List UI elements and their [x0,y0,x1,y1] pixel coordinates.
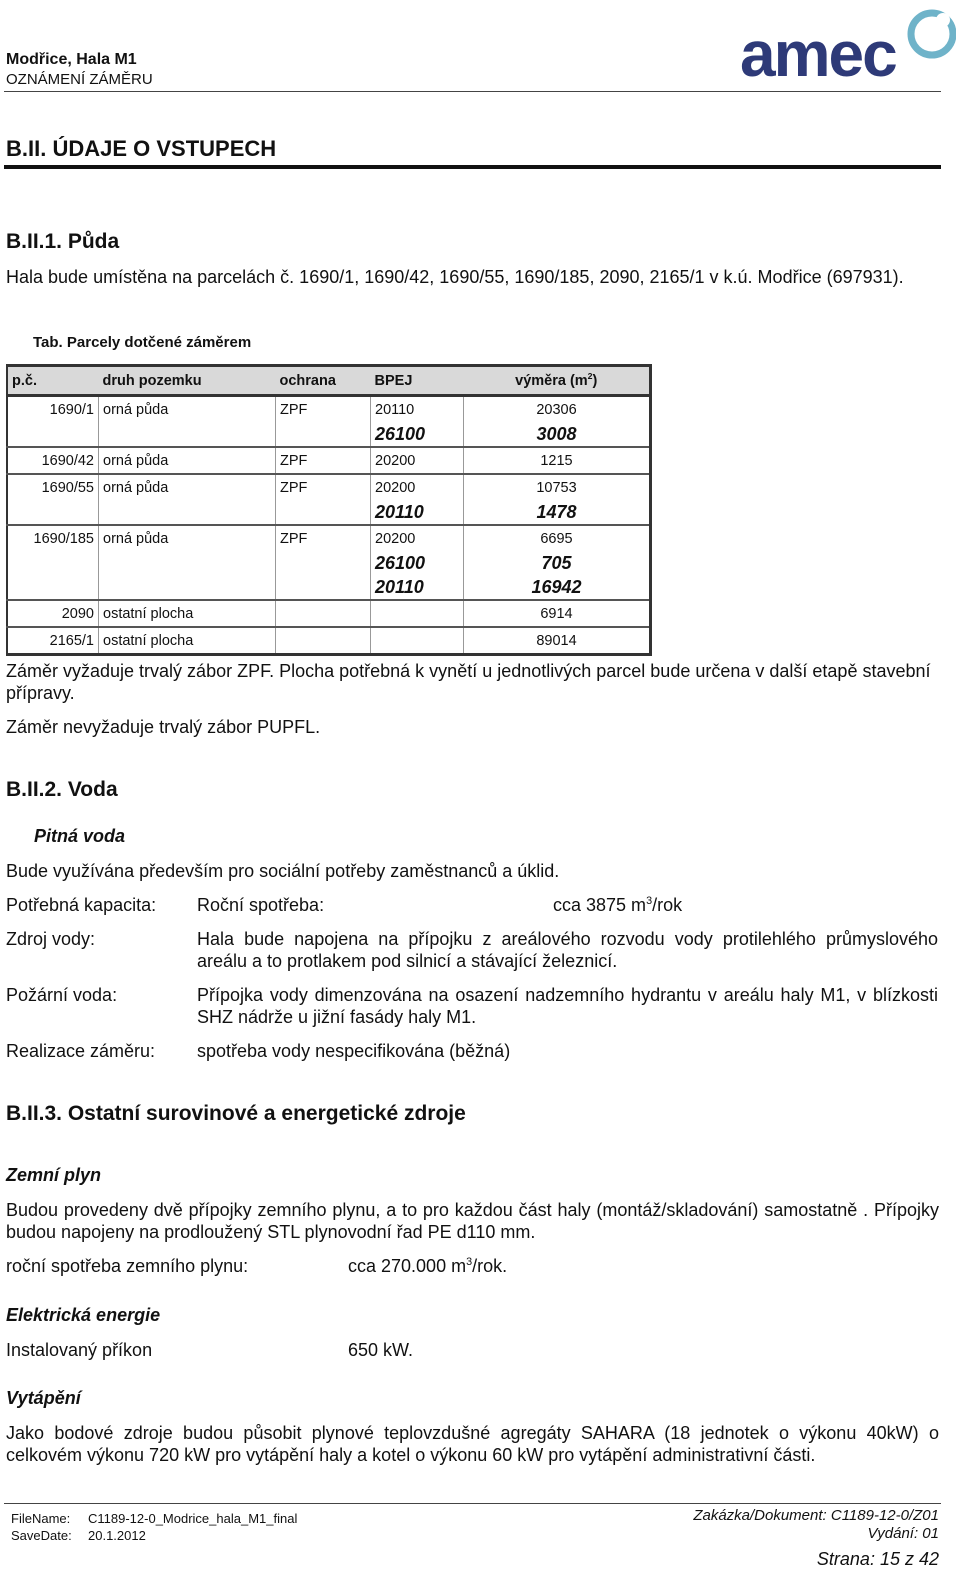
cell-bpej: 20110 [371,396,464,423]
soil-note-pupfl: Záměr nevyžaduje trvalý zábor PUPFL. [6,717,321,737]
cell-pc [7,575,99,600]
section-title: B.II. ÚDAJE O VSTUPECH [6,136,277,161]
energy-heading: B.II.3. Ostatní surovinové a energetické zdroje [6,1102,466,1125]
cell-pc: 2165/1 [7,627,99,655]
table-row [7,600,651,627]
cell-bpej: 20110 [371,575,464,600]
water-heading: B.II.2. Voda [6,778,118,801]
filename-label: FileName: [11,1511,71,1526]
cell-ochrana: ZPF [276,525,371,551]
table-row [7,627,651,655]
table-row [7,422,651,447]
table-row [7,525,651,551]
cell-bpej: 26100 [371,422,464,447]
cell-vymera: 6914 [464,600,651,627]
cell-ochrana [276,422,371,447]
cell-vymera: 1215 [464,447,651,474]
cell-pc: 1690/42 [7,447,99,474]
cell-druh: orná půda [99,396,276,423]
drinking-water-subheading: Pitná voda [34,826,126,846]
heating-subheading: Vytápění [6,1388,81,1408]
cell-bpej [371,627,464,655]
table-row [7,551,651,575]
fire-water-label: Požární voda: [6,985,118,1005]
cell-pc: 1690/185 [7,525,99,551]
cell-pc [7,551,99,575]
table-row [7,447,651,474]
cell-bpej [371,600,464,627]
logo-text: amec [740,18,896,84]
soil-intro: Hala bude umístěna na parcelách č. 1690/1, 1690/42, 1690/55, 1690/185, 2090, 2165/1 v k.ú. Modřice (697931). [6,267,904,287]
order-number: Zakázka/Dokument: C1189-12-0/Z01 [693,1507,939,1524]
gas-consumption-value: cca 270.000 $m^3$/rok. [348,1256,508,1276]
cell-vymera: 89014 [464,627,651,655]
footer-document-info [693,1507,939,1543]
cell-ochrana [276,627,371,655]
savedate-value: 20.1.2012 [88,1528,146,1543]
cell-ochrana: ZPF [276,447,371,474]
fire-water-text: Přípojka vody dimenzována na osazení nadzemního hydrantu v areálu haly M1, v blízkosti SHZ nádrže u jižní fasády haly M1. [197,985,938,1027]
cell-ochrana [276,575,371,600]
cell-druh [99,575,276,600]
col-header-ochrana: ochrana [276,366,371,396]
table-row [7,575,651,600]
cell-vymera: 16942 [464,575,651,600]
table-row [7,474,651,500]
footer-divider [4,1503,941,1504]
gas-subheading: Zemní plyn [6,1165,102,1185]
cell-bpej: 20110 [371,500,464,525]
cell-pc [7,500,99,525]
cell-druh: orná půda [99,525,276,551]
col-header-druh: druh pozemku [99,366,276,396]
cell-bpej: 20200 [371,474,464,500]
cell-vymera: 6695 [464,525,651,551]
cell-vymera: 3008 [464,422,651,447]
electric-subheading: Elektrická energie [6,1305,161,1325]
cell-vymera: 10753 [464,474,651,500]
annual-consumption-label: Roční spotřeba: [197,895,325,915]
cell-ochrana [276,600,371,627]
water-source-label: Zdroj vody: [6,929,96,949]
parcels-table [6,364,652,656]
footer-file-info [11,1510,297,1544]
header-divider [4,91,941,92]
cell-ochrana [276,500,371,525]
installed-power-value: 650 kW. [348,1340,414,1360]
issue-number: Vydání: 01 [867,1525,939,1542]
heating-text: Jako bodové zdroje budou působit plynové teplovzdušné agregáty SAHARA (18 jednotek o výkonu 40kW) o celkovém výkonu 720 kW pro vytápění haly a kotel o výkonu 60 kW pro vytápění administrativní části. [6,1423,939,1465]
cell-vymera: 705 [464,551,651,575]
savedate-label: SaveDate: [11,1528,72,1543]
table-row [7,500,651,525]
capacity-label: Potřebná kapacita: [6,895,157,915]
header-doc-type: OZNÁMENÍ ZÁMĚRU [6,71,153,88]
cell-druh: orná půda [99,447,276,474]
cell-bpej: 20200 [371,447,464,474]
water-intro: Bude využívána především pro sociální potřeby zaměstnanců a úklid. [6,861,560,881]
water-source-text: Hala bude napojena na přípojku z areálového rozvodu vody protilehlého průmyslového areálu a to protlakem pod silnicí a stávající železnicí. [197,929,938,971]
cell-druh [99,551,276,575]
cell-pc: 1690/55 [7,474,99,500]
col-header-bpej: BPEJ [371,366,464,396]
cell-vymera: 20306 [464,396,651,423]
col-header-pc: p.č. [7,366,99,396]
col-header-vymera: výměra $(m^2)$ [464,366,651,396]
cell-bpej: 26100 [371,551,464,575]
soil-heading: B.II.1. Půda [6,230,120,253]
cell-vymera: 1478 [464,500,651,525]
table-header-row [7,366,651,396]
table-caption: Tab. Parcely dotčené záměrem [33,334,252,351]
gas-consumption-label: roční spotřeba zemního plynu: [6,1256,249,1276]
cell-druh [99,500,276,525]
installed-power-label: Instalovaný příkon [6,1340,153,1360]
header-project: Modřice, Hala M1 [6,51,137,68]
filename-value: C1189-12-0_Modrice_hala_M1_final [88,1511,298,1526]
logo-swirl-gap [936,13,950,27]
cell-ochrana: ZPF [276,396,371,423]
cell-pc [7,422,99,447]
realization-text: spotřeba vody nespecifikována (běžná) [197,1041,511,1061]
cell-pc: 2090 [7,600,99,627]
cell-druh [99,422,276,447]
table-row [7,396,651,423]
cell-ochrana: ZPF [276,474,371,500]
cell-pc: 1690/1 [7,396,99,423]
cell-bpej: 20200 [371,525,464,551]
realization-label: Realizace záměru: [6,1041,156,1061]
section-divider [4,165,941,169]
page-number: Strana: 15 z 42 [816,1549,939,1569]
gas-text: Budou provedeny dvě přípojky zemního plynu, a to pro každou část haly (montáž/skladování) samostatně . Přípojky budou napojeny na prodloužený STL plynovodní řad PE d110 mm. [6,1200,939,1242]
cell-druh: ostatní plocha [99,600,276,627]
annual-consumption-value: cca 3875 $m^3$/rok [553,895,683,915]
amec-logo [738,4,956,84]
cell-druh: orná půda [99,474,276,500]
soil-note-zpf: Záměr vyžaduje trvalý zábor ZPF. Plocha potřebná k vynětí u jednotlivých parcel bude určena v další etapě stavební přípravy. [6,661,931,703]
cell-ochrana [276,551,371,575]
cell-druh: ostatní plocha [99,627,276,655]
